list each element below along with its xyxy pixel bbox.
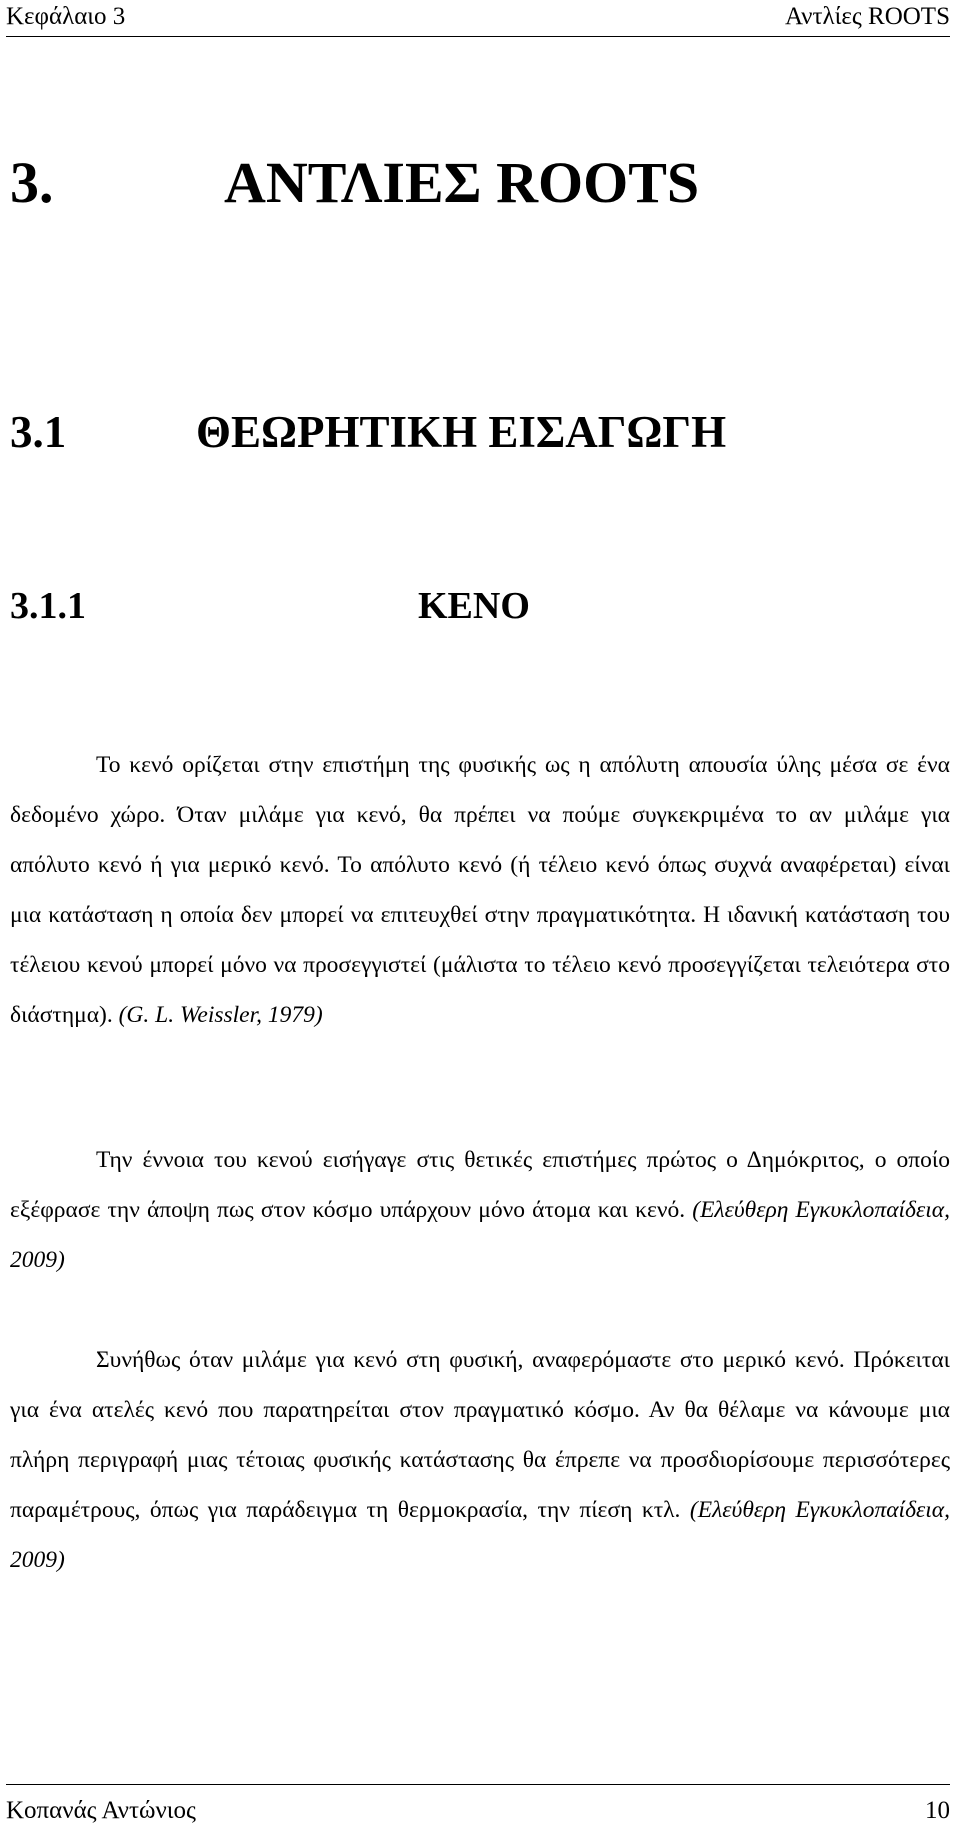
citation: (G. L. Weissler, 1979) bbox=[118, 1002, 323, 1028]
section-heading-title: ΘΕΩΡΗΤΙΚΗ ΕΙΣΑΓΩΓΗ bbox=[196, 407, 727, 457]
citation: (Ελεύθερη Εγκυκλοπαίδεια, 2009) bbox=[10, 1497, 951, 1573]
paragraph bbox=[10, 1135, 950, 1285]
page-number: 10 bbox=[925, 1797, 950, 1824]
chapter-heading bbox=[10, 148, 700, 218]
section-heading-number: 3.1 bbox=[10, 407, 67, 457]
page-footer bbox=[6, 1784, 950, 1834]
chapter-label: Κεφάλαιο 3 bbox=[6, 3, 126, 30]
section-heading bbox=[10, 404, 727, 460]
chapter-heading-title: ΑΝΤΛΙΕΣ ROOTS bbox=[224, 150, 700, 215]
chapter-heading-number: 3. bbox=[10, 150, 54, 215]
subsection-heading-title: ΚΕΝΟ bbox=[418, 585, 530, 627]
paragraph-text: Την έννοια του κενού εισήγαγε στις θετικές επιστήμες πρώτος ο Δημόκριτος, ο οποίο εξέφρασε την άποψη πως στον κόσμο υπάρχουν μόνο άτομα και κενό. bbox=[10, 1147, 950, 1223]
paragraph bbox=[10, 740, 950, 1040]
chapter-title: Αντλίες ROOTS bbox=[784, 3, 950, 30]
page-header bbox=[6, 0, 950, 37]
author-name: Κοπανάς Αντώνιος bbox=[6, 1797, 196, 1824]
paragraph-text: Συνήθως όταν μιλάμε για κενό στη φυσική, αναφερόμαστε στο μερικό κενό. Πρόκειται για ένα ατελές κενό που παρατηρείται στον πραγματικό κόσμο. Αν θα θέλαμε να κάνουμε μια πλήρη περιγραφή μιας τέτοιας φυσικής κατάστασης θα έπρεπε να προσδιορίσουμε περισσότερες παραμέτρους, όπως για παράδειγμα τη θερμοκρασία, την πίεση κτλ. bbox=[10, 1347, 950, 1523]
paragraph bbox=[10, 1335, 950, 1585]
subsection-heading-number: 3.1.1 bbox=[10, 585, 86, 627]
paragraph-text: Το κενό ορίζεται στην επιστήμη της φυσικής ως η απόλυτη απουσία ύλης μέσα σε ένα δεδομένο χώρο. Όταν μιλάμε για κενό, θα πρέπει να πούμε συγκεκριμένα το αν μιλάμε για απόλυτο κενό ή για μερικό κενό. Το απόλυτο κενό (ή τέλειο κενό όπως συχνά αναφέρεται) είναι μια κατάσταση η οποία δεν μπορεί να επιτευχθεί στην πραγματικότητα. Η ιδανική κατάσταση του τέλειου κενού μπορεί μόνο να προσεγγιστεί (μάλιστα το τέλειο κενό προσεγγίζεται τελειότερα στο διάστημα). bbox=[10, 752, 950, 1028]
citation: (Ελεύθερη Εγκυκλοπαίδεια, 2009) bbox=[10, 1197, 950, 1273]
subsection-heading bbox=[10, 582, 530, 630]
